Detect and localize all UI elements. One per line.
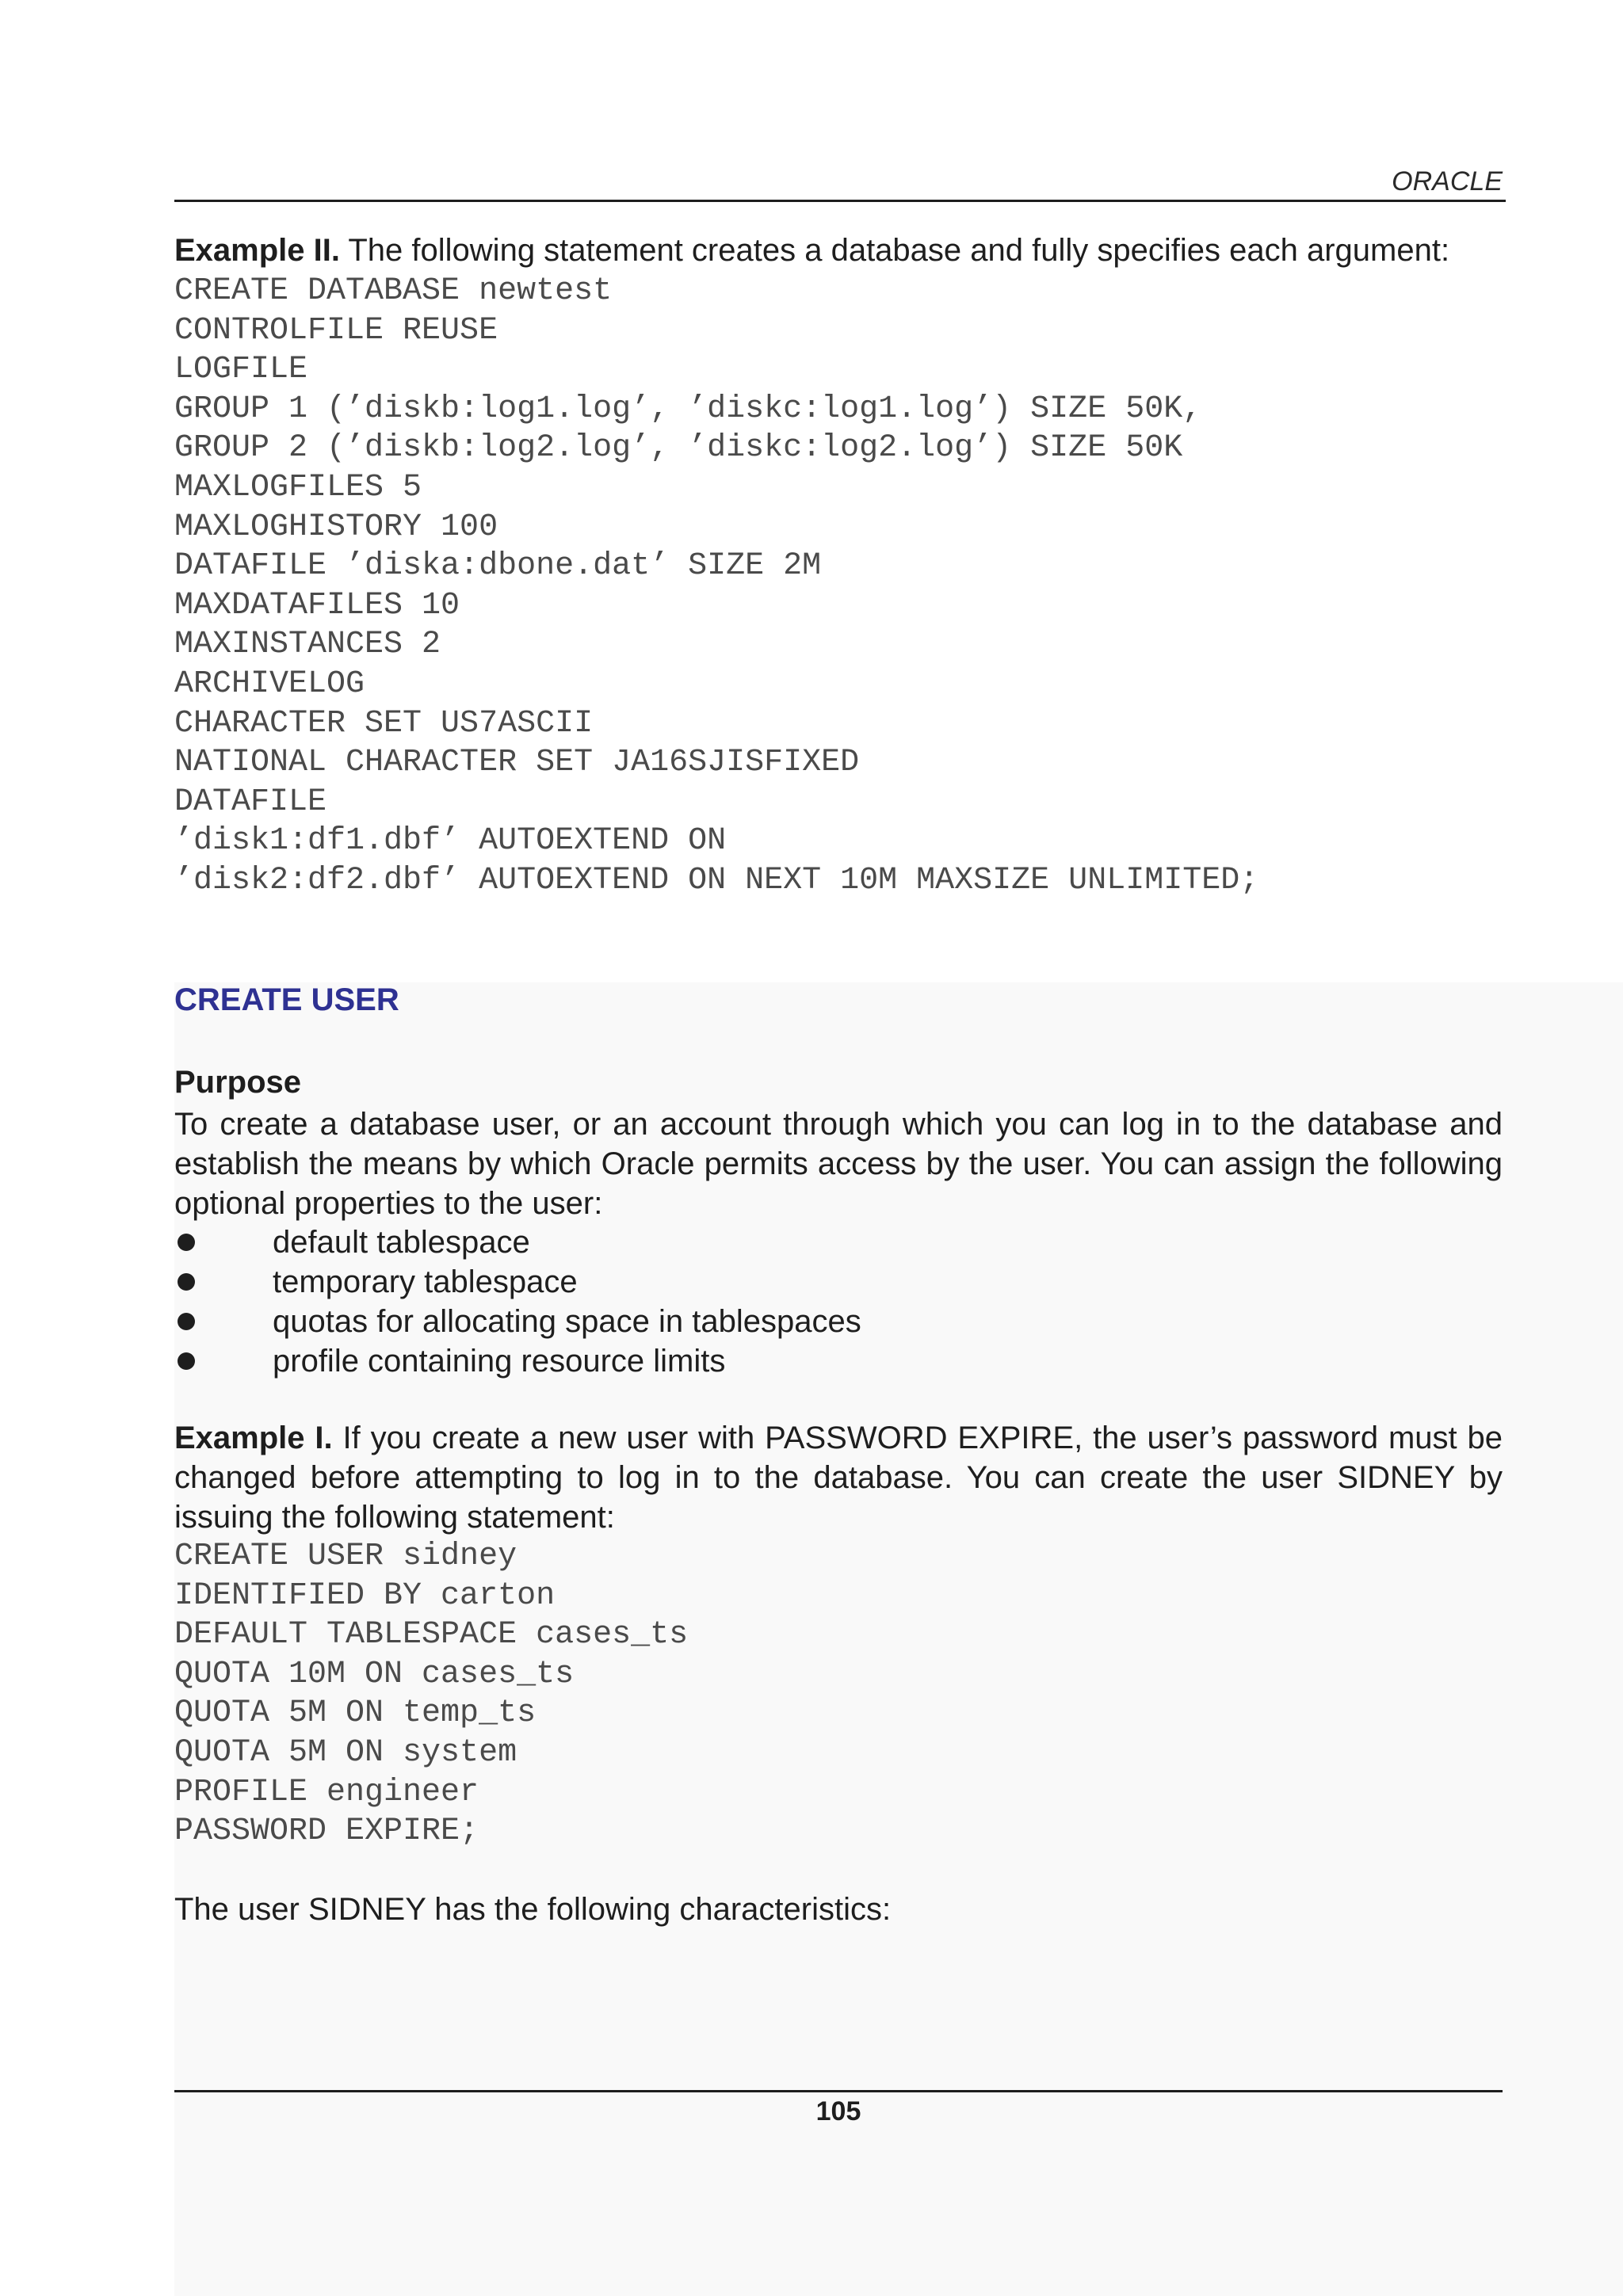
code-line: ’disk1:df1.dbf’ AUTOEXTEND ON — [174, 823, 727, 860]
page-number: 105 — [815, 2096, 861, 2126]
purpose-heading: Purpose — [174, 1065, 302, 1100]
code-line: GROUP 2 (’diskb:log2.log’, ’diskc:log2.log’) SIZE 50K — [174, 430, 1183, 467]
list-item-text: quotas for allocating space in tablespaces — [273, 1304, 861, 1339]
list-item — [174, 1341, 861, 1381]
code-block-create-database — [174, 272, 1258, 901]
code-line: MAXLOGHISTORY 100 — [174, 509, 498, 545]
closing-paragraph: The user SIDNEY has the following characteristics: — [174, 1892, 892, 1927]
list-item — [174, 1302, 861, 1341]
list-item — [174, 1222, 861, 1262]
code-line: DATAFILE — [174, 784, 327, 820]
example-ii-label: Example II. — [174, 233, 340, 268]
code-line: DATAFILE ’diska:dbone.dat’ SIZE 2M — [174, 548, 822, 585]
example-i-paragraph — [174, 1418, 1503, 1537]
code-line: MAXINSTANCES 2 — [174, 627, 441, 663]
code-line: QUOTA 5M ON system — [174, 1734, 517, 1771]
code-line: LOGFILE — [174, 352, 308, 388]
code-line: ’disk2:df2.dbf’ AUTOEXTEND ON NEXT 10M MAXSIZE UNLIMITED; — [174, 862, 1259, 898]
section-title-create-user: CREATE USER — [174, 982, 399, 1017]
code-block-create-user — [174, 1537, 688, 1852]
code-line: PROFILE engineer — [174, 1774, 479, 1810]
code-line: PASSWORD EXPIRE; — [174, 1814, 479, 1850]
running-header-title: ORACLE — [1392, 166, 1503, 196]
example-i-label: Example I. — [174, 1421, 333, 1455]
purpose-paragraph: To create a database user, or an account through which you can log in to the database and establish the means by which Oracle permits access by the user. You can assign the following optional properties to the user: — [174, 1107, 1503, 1221]
footer-rule — [174, 2090, 1503, 2092]
bullet-icon — [178, 1234, 195, 1251]
code-line: DEFAULT TABLESPACE cases_ts — [174, 1617, 689, 1653]
code-line: NATIONAL CHARACTER SET JA16SJISFIXED — [174, 745, 860, 781]
bullet-icon — [178, 1313, 195, 1330]
list-item — [174, 1262, 861, 1302]
code-line: MAXDATAFILES 10 — [174, 587, 460, 624]
properties-list — [174, 1222, 861, 1381]
list-item-text: default tablespace — [273, 1225, 530, 1260]
code-line: CHARACTER SET US7ASCII — [174, 705, 594, 742]
example-ii-text: The following statement creates a database and fully specifies each argument: — [339, 233, 1450, 268]
list-item-text: temporary tablespace — [273, 1264, 578, 1299]
list-item-text: profile containing resource limits — [273, 1344, 726, 1379]
code-line: QUOTA 5M ON temp_ts — [174, 1695, 537, 1732]
code-line: MAXLOGFILES 5 — [174, 469, 422, 505]
code-line: CREATE DATABASE newtest — [174, 273, 613, 309]
code-line: CONTROLFILE REUSE — [174, 312, 498, 349]
code-line: IDENTIFIED BY carton — [174, 1577, 556, 1614]
code-line: QUOTA 10M ON cases_ts — [174, 1656, 575, 1692]
code-line: ARCHIVELOG — [174, 666, 365, 702]
bullet-icon — [178, 1273, 195, 1291]
code-line: CREATE USER sidney — [174, 1539, 517, 1574]
example-i-text: If you create a new user with PASSWORD EXPIRE, the user’s password must be changed before attempting to log in to the database. You can create the user SIDNEY by issuing the following statement: — [174, 1421, 1503, 1535]
code-line: GROUP 1 (’diskb:log1.log’, ’diskc:log1.log’) SIZE 50K, — [174, 391, 1202, 427]
example-ii-paragraph — [174, 231, 1503, 270]
bullet-icon — [178, 1352, 195, 1370]
header-rule — [174, 200, 1506, 202]
